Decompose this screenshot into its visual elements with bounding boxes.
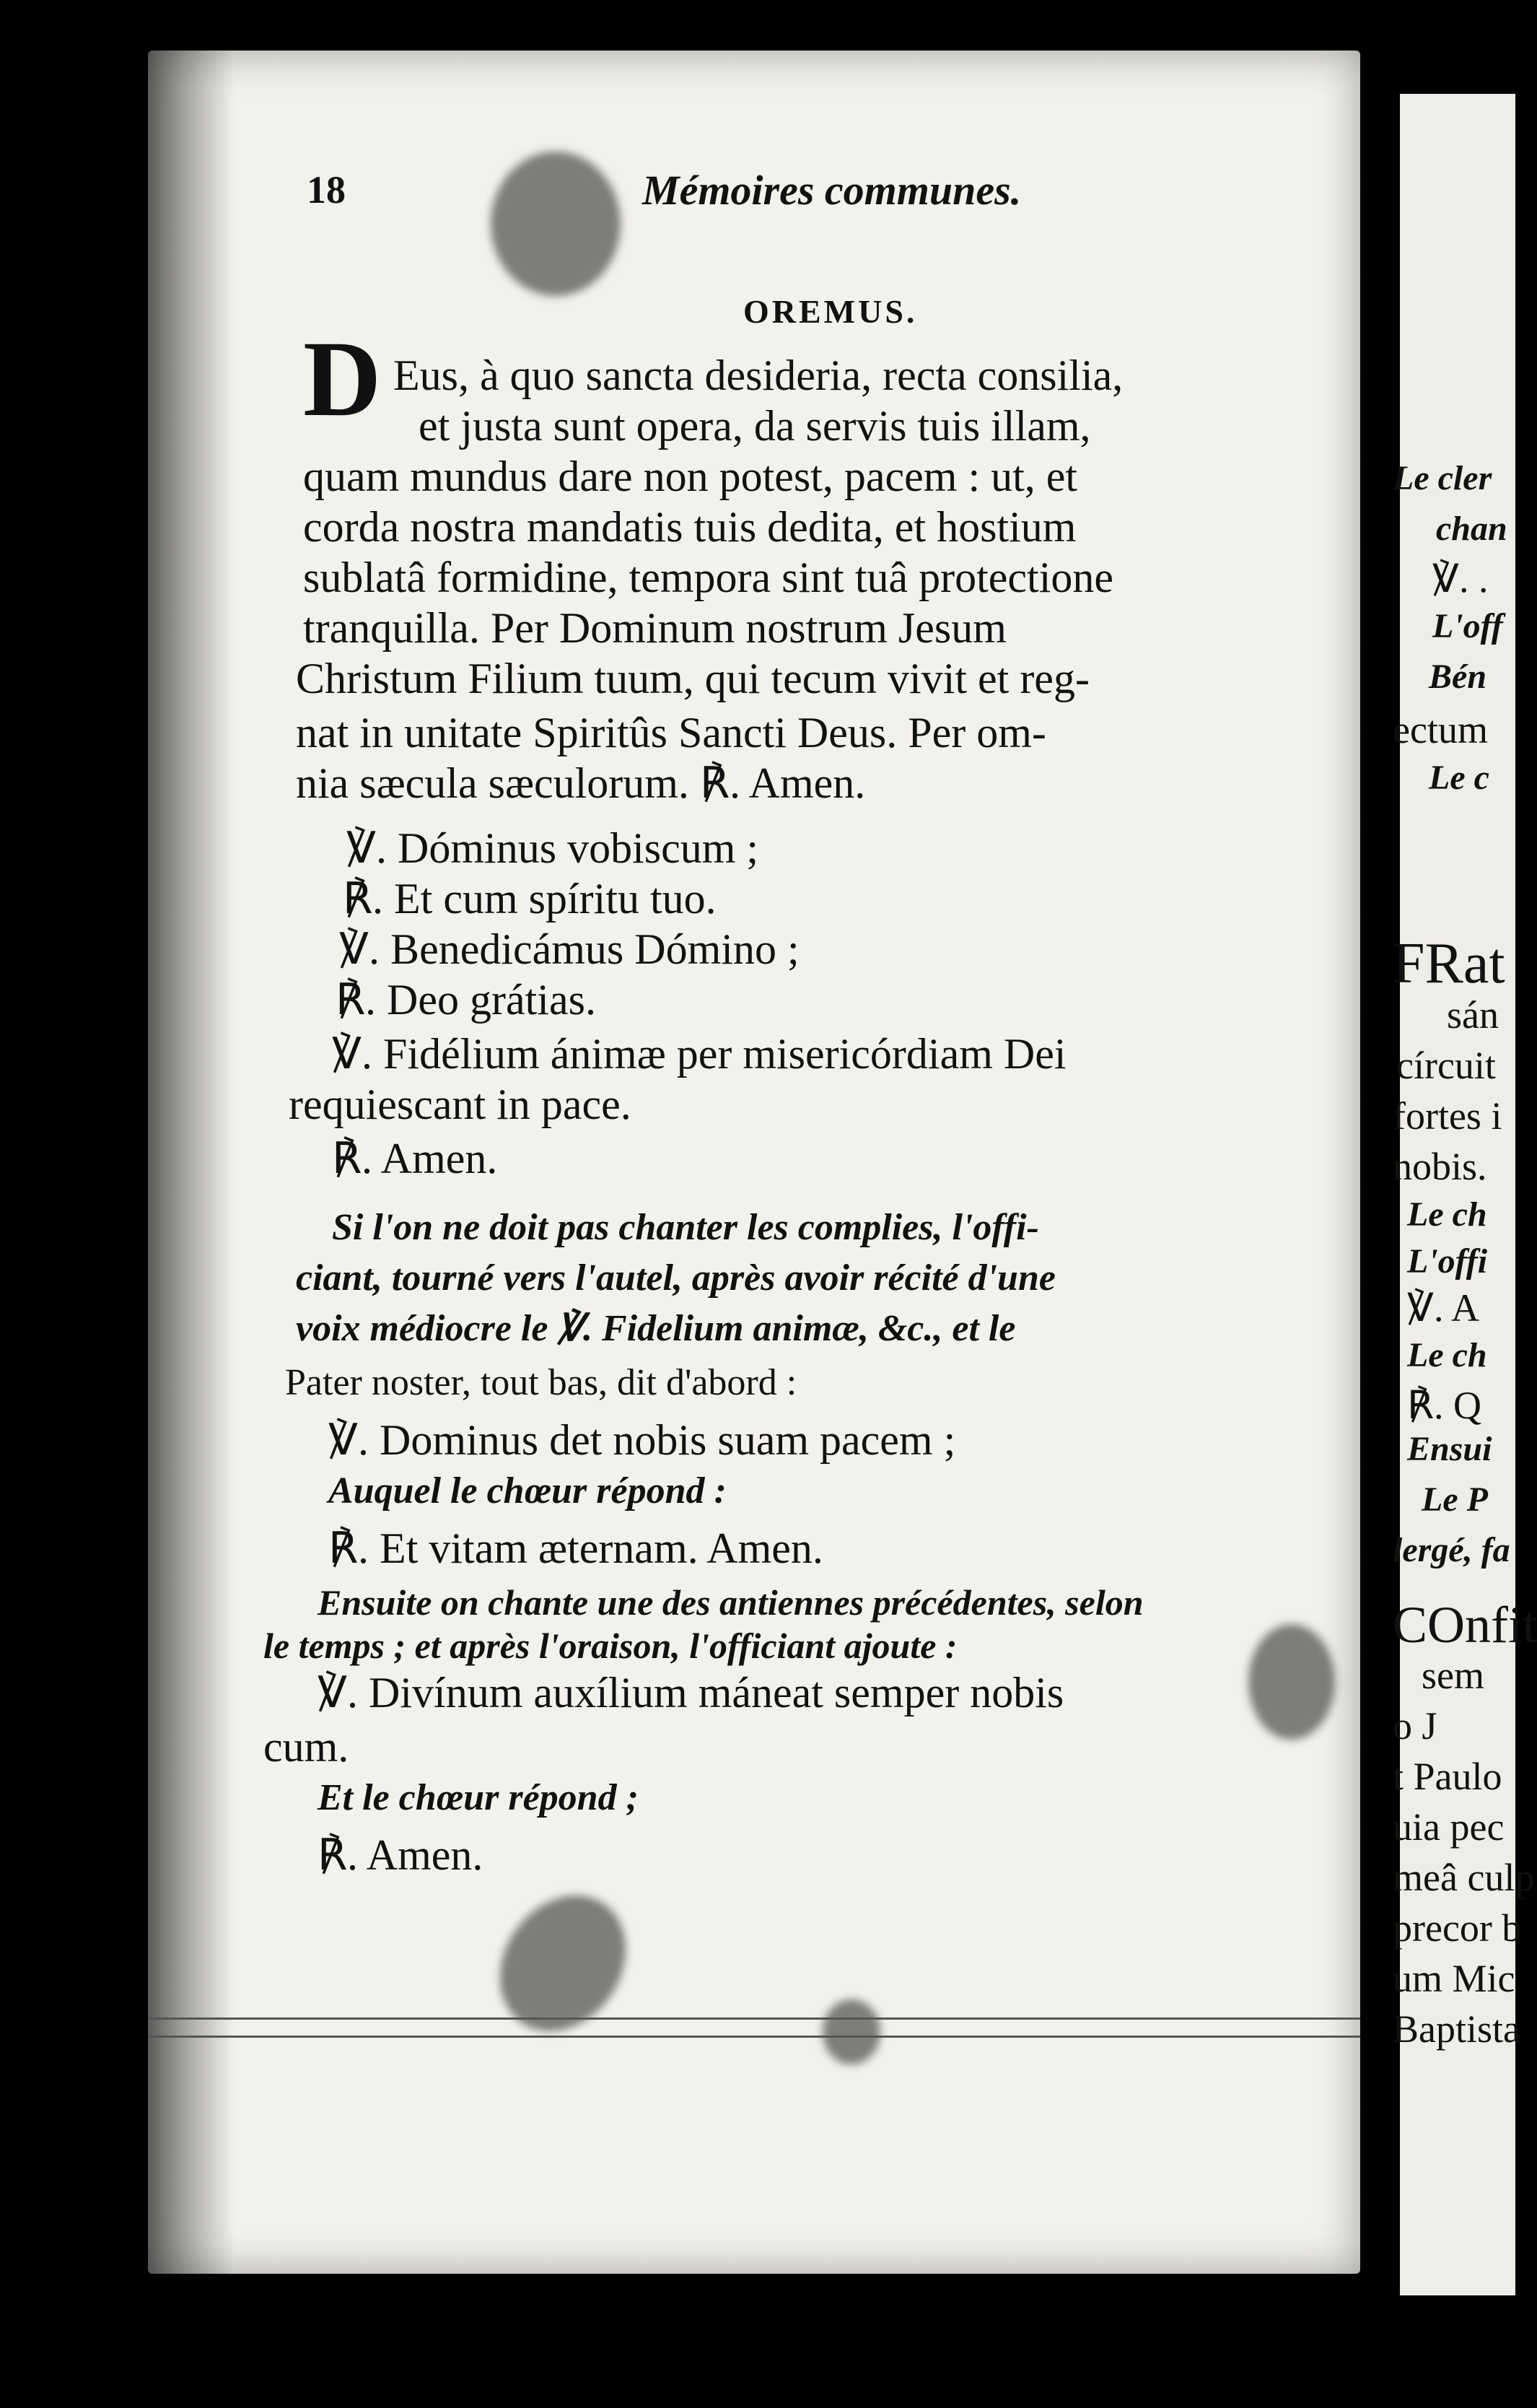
facing-line: Ensui xyxy=(1407,1430,1492,1468)
page-curl-shadow xyxy=(148,51,235,2274)
facing-line: ℟. Q xyxy=(1407,1384,1481,1427)
text-line: corda nostra mandatis tuis dedita, et hostium xyxy=(303,503,1077,551)
text-line: sublatâ formidine, tempora sint tuâ protectione xyxy=(303,554,1114,601)
facing-line: L'offi xyxy=(1407,1242,1488,1281)
section-title: OREMUS. xyxy=(743,293,918,330)
facing-line: ℣. . xyxy=(1432,557,1489,601)
text-line: ℣. Divínum auxílium máneat semper nobis xyxy=(318,1669,1064,1716)
text-line: requiescant in pace. xyxy=(289,1081,631,1128)
rubric-line: ciant, tourné vers l'autel, après avoir récité d'une xyxy=(296,1257,1056,1299)
facing-line: Bén xyxy=(1429,658,1487,696)
text-line: Pater noster, tout bas, dit d'abord : xyxy=(285,1362,797,1403)
facing-line: uia pec xyxy=(1393,1805,1505,1849)
rubric-line: le temps ; et après l'oraison, l'officiant ajoute : xyxy=(263,1626,958,1666)
facing-line: chan xyxy=(1436,510,1507,548)
facing-line: L'off xyxy=(1432,607,1503,645)
scan-line xyxy=(148,2017,1360,2020)
facing-line: sem xyxy=(1422,1654,1484,1697)
facing-line: FRat xyxy=(1393,932,1505,995)
facing-line: lergé, fa xyxy=(1393,1531,1510,1569)
ink-smudge xyxy=(1248,1624,1335,1740)
facing-line: precor b xyxy=(1393,1906,1522,1950)
rubric-line: Auquel le chœur répond : xyxy=(328,1470,727,1511)
text-line: ℟. Et cum spíritu tuo. xyxy=(343,875,717,922)
facing-line: Le ch xyxy=(1407,1336,1487,1374)
facing-line: Le c xyxy=(1429,759,1489,797)
facing-line: COnfit xyxy=(1393,1596,1537,1654)
rubric-line: Si l'on ne doit pas chanter les complies, l'offi- xyxy=(332,1207,1039,1248)
facing-line: fortes i xyxy=(1393,1094,1502,1138)
text-line: Eus, à quo sancta desideria, recta consilia, xyxy=(393,352,1124,399)
text-line: nia sæcula sæculorum. ℟. Amen. xyxy=(296,759,866,807)
facing-line: Baptista xyxy=(1393,2007,1520,2051)
facing-line: Le cler xyxy=(1393,459,1492,497)
running-header: Mémoires communes. xyxy=(642,167,1022,214)
facing-line: Le ch xyxy=(1407,1195,1487,1234)
facing-line: sán xyxy=(1447,993,1499,1037)
text-line: Christum Filium tuum, qui tecum vivit et reg- xyxy=(296,655,1090,702)
text-line: ℣. Benedicámus Dómino ; xyxy=(339,925,800,973)
drop-cap: D xyxy=(303,319,382,439)
text-line: ℟. Deo grátias. xyxy=(336,976,596,1024)
facing-line: Le P xyxy=(1422,1480,1488,1519)
ink-smudge xyxy=(823,1999,880,2064)
text-line: ℣. Fidélium ánimæ per misericórdiam Dei xyxy=(332,1030,1067,1078)
rubric-line: Ensuite on chante une des antiennes précédentes, selon xyxy=(318,1582,1144,1623)
text-line: nat in unitate Spiritûs Sancti Deus. Per om- xyxy=(296,709,1046,756)
text-line: quam mundus dare non potest, pacem : ut, et xyxy=(303,453,1078,500)
facing-line: um Mic xyxy=(1393,1957,1515,2000)
facing-line: nobis. xyxy=(1393,1145,1487,1188)
scan-line xyxy=(148,2036,1360,2038)
text-line: ℟. Amen. xyxy=(318,1831,483,1879)
text-line: ℟. Et vitam æternam. Amen. xyxy=(328,1524,823,1572)
facing-line: o J xyxy=(1393,1704,1437,1748)
facing-line: meâ culp xyxy=(1393,1856,1535,1899)
page-number: 18 xyxy=(307,168,346,211)
facing-line: ectum xyxy=(1393,708,1488,751)
facing-line: círcuit xyxy=(1396,1044,1496,1087)
facing-line: ℣. A xyxy=(1407,1286,1479,1330)
facing-line: t Paulo xyxy=(1393,1755,1502,1798)
text-line: et justa sunt opera, da servis tuis illam, xyxy=(419,402,1091,450)
text-line: tranquilla. Per Dominum nostrum Jesum xyxy=(303,604,1007,652)
text-line: cum. xyxy=(263,1723,349,1771)
text-line: ℣. Dominus det nobis suam pacem ; xyxy=(328,1416,956,1464)
rubric-line: voix médiocre le ℣. Fidelium animæ, &c., et le xyxy=(296,1308,1016,1349)
facing-page xyxy=(1393,94,1537,2295)
rubric-line: Et le chœur répond ; xyxy=(318,1777,639,1818)
ink-smudge xyxy=(491,152,621,296)
text-line: ℟. Amen. xyxy=(332,1135,498,1182)
text-line: ℣. Dóminus vobiscum ; xyxy=(346,824,759,872)
